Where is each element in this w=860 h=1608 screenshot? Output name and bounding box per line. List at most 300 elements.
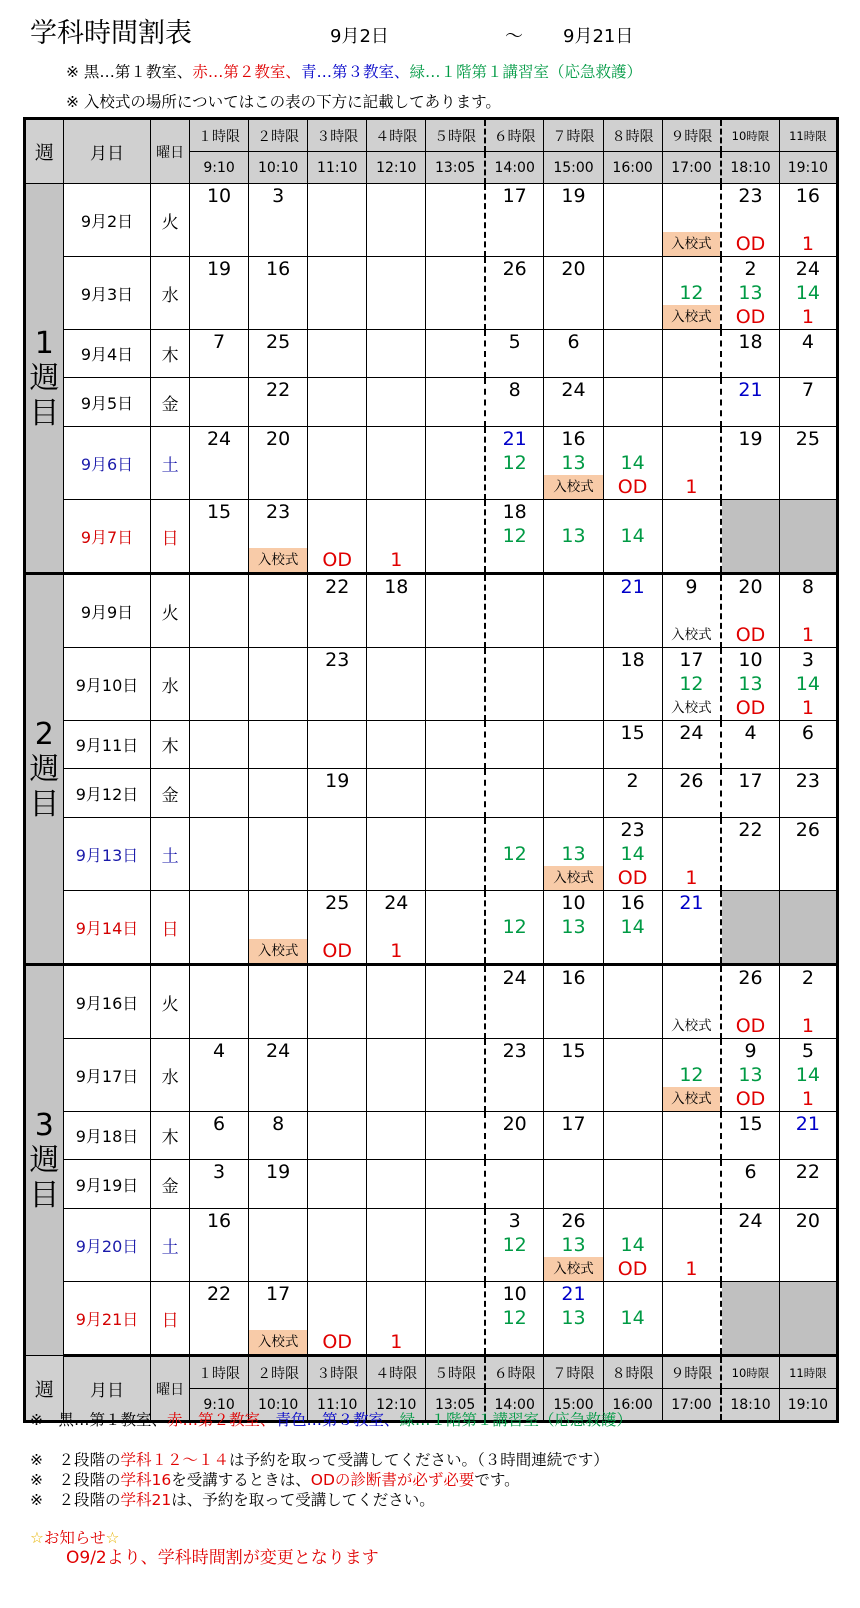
course-entry: OD xyxy=(322,940,352,962)
course-entry: 21 xyxy=(502,428,527,450)
table-row xyxy=(25,965,838,1039)
class-cell xyxy=(721,184,779,257)
course-entry xyxy=(249,1306,307,1330)
course-entry: 13 xyxy=(561,916,586,938)
table-row xyxy=(25,427,838,500)
period-time: 17:00 xyxy=(662,1389,721,1422)
class-cell xyxy=(426,648,485,721)
class-cell xyxy=(485,1112,544,1160)
class-cell xyxy=(367,184,426,257)
dow-cell: 日 xyxy=(151,891,190,965)
course-entry: 23 xyxy=(620,819,645,841)
table-row xyxy=(25,500,838,574)
course-entry: 16 xyxy=(620,892,645,914)
course-entry: 入校式 xyxy=(249,1330,307,1354)
class-cell xyxy=(603,257,662,330)
legend-bottom xyxy=(30,1410,632,1430)
table-row xyxy=(25,184,838,257)
class-cell xyxy=(190,1112,249,1160)
class-cell xyxy=(190,1209,249,1282)
course-entry xyxy=(663,966,721,990)
period-time: 14:00 xyxy=(485,1389,544,1422)
dow-cell: 木 xyxy=(151,330,190,378)
course-entry xyxy=(663,1209,721,1233)
class-cell xyxy=(544,648,603,721)
class-cell xyxy=(603,721,662,769)
class-cell xyxy=(367,378,426,427)
week-header: 週 xyxy=(25,119,64,184)
class-cell xyxy=(249,257,308,330)
date-from: 9月2日 xyxy=(330,26,389,47)
class-cell xyxy=(721,257,779,330)
legend-text: 緑…１階第１講習室（応急救護） xyxy=(399,1411,633,1429)
course-entry: 12 xyxy=(679,1064,704,1086)
course-entry: 24 xyxy=(502,967,527,989)
course-entry: 20 xyxy=(561,258,586,280)
date-cell: 9月21日 xyxy=(63,1282,151,1356)
week-label-char: 週 xyxy=(29,360,60,396)
class-cell xyxy=(544,330,603,378)
class-cell xyxy=(662,721,721,769)
class-cell xyxy=(249,1160,308,1209)
course-entry xyxy=(367,500,425,524)
course-entry: 21 xyxy=(738,379,763,401)
course-entry xyxy=(663,184,721,208)
class-cell xyxy=(367,1112,426,1160)
course-entry: 21 xyxy=(795,1113,820,1135)
dow-header: 曜日 xyxy=(151,1356,190,1422)
course-entry: 12 xyxy=(502,452,527,474)
class-cell xyxy=(662,1209,721,1282)
date-cell: 9月7日 xyxy=(63,500,151,574)
course-entry: 8 xyxy=(508,379,521,401)
class-cell xyxy=(426,378,485,427)
class-cell xyxy=(485,1282,544,1356)
class-cell xyxy=(603,648,662,721)
course-entry: 13 xyxy=(561,525,586,547)
dow-cell: 水 xyxy=(151,257,190,330)
legend-text: は、予約を取って受講してください。 xyxy=(171,1491,435,1509)
notice-heading xyxy=(30,1528,119,1548)
date-to: 9月21日 xyxy=(563,26,634,47)
table-row xyxy=(25,648,838,721)
course-entry: 12 xyxy=(502,843,527,865)
course-entry: 1 xyxy=(390,549,403,571)
class-cell xyxy=(603,965,662,1039)
class-cell xyxy=(190,184,249,257)
course-entry xyxy=(663,599,721,623)
course-entry: 7 xyxy=(213,331,226,353)
course-entry: 15 xyxy=(738,1113,763,1135)
legend-text: 青色…第３教室、 xyxy=(275,1411,400,1429)
class-cell xyxy=(308,427,367,500)
table-row xyxy=(25,818,838,891)
class-cell xyxy=(308,769,367,818)
class-cell xyxy=(367,965,426,1039)
table-row xyxy=(25,1209,838,1282)
date-cell: 9月4日 xyxy=(63,330,151,378)
course-entry: 入校式 xyxy=(544,1257,602,1281)
course-entry: 1 xyxy=(801,697,814,719)
period-header: ５時限 xyxy=(426,1356,485,1389)
class-cell xyxy=(662,769,721,818)
class-cell xyxy=(426,574,485,648)
course-entry: 19 xyxy=(266,1161,291,1183)
course-entry: 入校式 xyxy=(663,305,721,329)
class-cell xyxy=(367,500,426,574)
course-entry xyxy=(249,524,307,548)
course-entry: 25 xyxy=(795,428,820,450)
course-entry xyxy=(367,915,425,939)
period-header: ７時限 xyxy=(544,119,603,152)
table-row xyxy=(25,721,838,769)
week-label-char: 週 xyxy=(29,1143,60,1178)
class-cell xyxy=(662,891,721,965)
class-cell xyxy=(779,330,837,378)
course-entry: 1 xyxy=(801,233,814,255)
period-time: 19:10 xyxy=(779,1389,837,1422)
course-entry xyxy=(663,257,721,281)
class-cell xyxy=(662,330,721,378)
class-cell xyxy=(779,769,837,818)
class-cell xyxy=(249,891,308,965)
date-cell: 9月6日 xyxy=(63,427,151,500)
period-header: ９時限 xyxy=(662,119,721,152)
date-cell: 9月19日 xyxy=(63,1160,151,1209)
class-cell xyxy=(485,1209,544,1282)
course-entry xyxy=(308,915,366,939)
class-cell xyxy=(308,184,367,257)
date-cell: 9月18日 xyxy=(63,1112,151,1160)
dow-cell: 火 xyxy=(151,184,190,257)
class-cell xyxy=(544,500,603,574)
table-row xyxy=(25,1112,838,1160)
course-entry: 16 xyxy=(206,1210,232,1232)
page-title: 学科時間割表 xyxy=(30,18,192,49)
dow-cell: 金 xyxy=(151,769,190,818)
legend-text: 学科21 xyxy=(120,1491,172,1509)
class-cell xyxy=(603,184,662,257)
course-entry: OD xyxy=(735,1015,766,1037)
course-entry: 入校式 xyxy=(671,700,712,716)
class-cell xyxy=(544,818,603,891)
legend-text: を受講するときは、 xyxy=(171,1471,311,1489)
class-cell xyxy=(779,1209,837,1282)
course-entry: 1 xyxy=(685,476,698,498)
course-entry: 1 xyxy=(801,306,814,328)
legend-text: ODの診断書が必ず必要 xyxy=(310,1471,475,1489)
period-time: 15:00 xyxy=(544,152,603,184)
course-entry xyxy=(780,208,836,232)
course-entry: 21 xyxy=(679,892,704,914)
period-header: ８時限 xyxy=(603,1356,662,1389)
course-entry: 入校式 xyxy=(249,939,307,963)
course-entry: 3 xyxy=(508,1210,521,1232)
date-cell: 9月16日 xyxy=(63,965,151,1039)
class-cell xyxy=(308,965,367,1039)
course-entry: 入校式 xyxy=(663,1087,721,1111)
dow-cell: 金 xyxy=(151,378,190,427)
course-entry: 13 xyxy=(561,452,586,474)
class-cell xyxy=(190,1039,249,1112)
period-header: ７時限 xyxy=(544,1356,603,1389)
course-entry: 入校式 xyxy=(671,1018,712,1034)
course-entry: 23 xyxy=(266,501,291,523)
class-cell xyxy=(485,184,544,257)
course-entry: 26 xyxy=(795,819,820,841)
course-entry: 19 xyxy=(738,428,763,450)
course-entry xyxy=(604,1209,662,1233)
class-cell xyxy=(779,1039,837,1112)
course-entry xyxy=(604,500,662,524)
course-entry: 19 xyxy=(206,258,232,280)
legend-text: ※ ２段階の xyxy=(30,1491,121,1509)
class-cell xyxy=(249,721,308,769)
period-header: ６時限 xyxy=(485,119,544,152)
course-entry: 18 xyxy=(620,649,645,671)
class-cell xyxy=(544,427,603,500)
course-entry: 18 xyxy=(738,331,763,353)
legend-text: ※ ２段階の xyxy=(30,1451,121,1469)
class-cell xyxy=(603,818,662,891)
period-time: 19:10 xyxy=(779,152,837,184)
date-cell: 9月20日 xyxy=(63,1209,151,1282)
class-cell xyxy=(485,1039,544,1112)
class-cell xyxy=(485,574,544,648)
legend-text: は予約を取って受講してください。（３時間連続です） xyxy=(229,1451,609,1469)
course-entry: 19 xyxy=(325,770,350,792)
date-cell: 9月10日 xyxy=(63,648,151,721)
course-entry: 1 xyxy=(801,1015,814,1037)
course-entry xyxy=(722,990,779,1014)
period-header: 10時限 xyxy=(721,119,779,152)
class-cell xyxy=(544,1282,603,1356)
class-cell xyxy=(367,818,426,891)
class-cell xyxy=(779,818,837,891)
class-cell xyxy=(249,1039,308,1112)
class-cell xyxy=(485,721,544,769)
course-entry: 1 xyxy=(801,624,814,646)
course-entry: 1 xyxy=(801,1088,814,1110)
class-cell xyxy=(367,1160,426,1209)
class-cell xyxy=(662,1282,721,1356)
course-entry: 16 xyxy=(561,428,586,450)
class-cell xyxy=(721,330,779,378)
course-entry: 4 xyxy=(213,1040,226,1062)
class-cell xyxy=(190,891,249,965)
course-entry: 6 xyxy=(744,1161,757,1183)
course-entry: 13 xyxy=(738,1064,763,1086)
class-cell xyxy=(603,427,662,500)
notice-title: お知らせ xyxy=(43,1529,106,1547)
course-entry xyxy=(367,1306,425,1330)
class-cell xyxy=(779,1112,837,1160)
closed-cell xyxy=(721,1282,779,1356)
course-entry: 21 xyxy=(620,576,645,598)
closed-cell xyxy=(779,500,837,574)
class-cell xyxy=(190,427,249,500)
legend-text: ※ 黒…第１教室、 xyxy=(30,1411,167,1429)
date-header: 月日 xyxy=(63,119,151,184)
course-entry: 20 xyxy=(738,576,763,598)
course-entry: 6 xyxy=(213,1113,226,1135)
table-row xyxy=(25,1039,838,1112)
note-1 xyxy=(30,1450,609,1470)
legend-text: ※ 黒…第１教室、 xyxy=(66,63,193,81)
class-cell xyxy=(249,769,308,818)
week-label-char: 目 xyxy=(29,786,60,822)
class-cell xyxy=(426,891,485,965)
class-cell xyxy=(662,1112,721,1160)
course-entry: 8 xyxy=(272,1113,285,1135)
course-entry xyxy=(486,818,544,842)
week-label-char: 3 xyxy=(34,1108,54,1143)
class-cell xyxy=(603,1039,662,1112)
class-cell xyxy=(367,721,426,769)
class-cell xyxy=(485,257,544,330)
class-cell xyxy=(249,648,308,721)
class-cell xyxy=(721,1112,779,1160)
course-entry: OD xyxy=(617,1258,648,1280)
class-cell xyxy=(485,818,544,891)
course-entry: 25 xyxy=(266,331,291,353)
course-entry xyxy=(308,500,366,524)
class-cell xyxy=(662,500,721,574)
period-time: 18:10 xyxy=(721,152,779,184)
class-cell xyxy=(367,769,426,818)
course-entry: 24 xyxy=(206,428,232,450)
course-entry xyxy=(544,500,602,524)
period-header: １時限 xyxy=(190,119,249,152)
class-cell xyxy=(190,500,249,574)
class-cell xyxy=(426,721,485,769)
date-cell: 9月9日 xyxy=(63,574,151,648)
class-cell xyxy=(721,965,779,1039)
class-cell xyxy=(721,818,779,891)
dow-cell: 金 xyxy=(151,1160,190,1209)
class-cell xyxy=(190,818,249,891)
class-cell xyxy=(190,574,249,648)
dow-cell: 日 xyxy=(151,500,190,574)
course-entry: 1 xyxy=(390,1331,403,1353)
note-3 xyxy=(30,1490,435,1510)
course-entry: 14 xyxy=(795,673,820,695)
course-entry: 18 xyxy=(384,576,409,598)
course-entry xyxy=(663,990,721,1014)
week-label-char: 1 xyxy=(34,325,54,361)
class-cell xyxy=(662,574,721,648)
class-cell xyxy=(308,1112,367,1160)
class-cell xyxy=(367,330,426,378)
period-header: 11時限 xyxy=(779,119,837,152)
course-entry: 19 xyxy=(561,185,586,207)
closed-cell xyxy=(779,1282,837,1356)
table-row xyxy=(25,1160,838,1209)
course-entry: 14 xyxy=(620,452,645,474)
week-label-char: 目 xyxy=(29,395,60,431)
dow-cell: 土 xyxy=(151,427,190,500)
legend-text: ※ ２段階の xyxy=(30,1471,121,1489)
period-time: 13:05 xyxy=(426,1389,485,1422)
course-entry xyxy=(780,599,836,623)
course-entry: 14 xyxy=(620,525,645,547)
period-time: 12:10 xyxy=(367,1389,426,1422)
class-cell xyxy=(603,1160,662,1209)
period-time: 16:00 xyxy=(603,152,662,184)
dow-cell: 木 xyxy=(151,1112,190,1160)
course-entry: 5 xyxy=(801,1040,814,1062)
dow-cell: 水 xyxy=(151,1039,190,1112)
class-cell xyxy=(367,1282,426,1356)
class-cell xyxy=(544,184,603,257)
class-cell xyxy=(308,1160,367,1209)
course-entry: 3 xyxy=(213,1161,226,1183)
class-cell xyxy=(249,184,308,257)
date-cell: 9月2日 xyxy=(63,184,151,257)
period-header: ３時限 xyxy=(308,119,367,152)
class-cell xyxy=(249,1209,308,1282)
legend-text: 学科１２～１４ xyxy=(120,1451,230,1469)
class-cell xyxy=(308,1039,367,1112)
class-cell xyxy=(426,1112,485,1160)
class-cell xyxy=(308,500,367,574)
course-entry xyxy=(663,427,721,451)
class-cell xyxy=(603,574,662,648)
class-cell xyxy=(779,1160,837,1209)
course-entry xyxy=(663,842,721,866)
course-entry: 14 xyxy=(795,282,820,304)
period-header: ８時限 xyxy=(603,119,662,152)
course-entry: 14 xyxy=(795,1064,820,1086)
class-cell xyxy=(426,500,485,574)
course-entry xyxy=(604,1282,662,1306)
course-entry: 9 xyxy=(744,1040,757,1062)
date-cell: 9月5日 xyxy=(63,378,151,427)
course-entry: 3 xyxy=(272,185,285,207)
class-cell xyxy=(603,1209,662,1282)
course-entry: 13 xyxy=(561,843,586,865)
course-entry: 20 xyxy=(795,1210,820,1232)
period-header: ９時限 xyxy=(662,1356,721,1389)
course-entry: 26 xyxy=(502,258,527,280)
date-cell: 9月17日 xyxy=(63,1039,151,1112)
class-cell xyxy=(426,769,485,818)
date-tilde: ～ xyxy=(505,26,523,47)
course-entry: 12 xyxy=(502,916,527,938)
course-entry: 17 xyxy=(266,1283,291,1305)
class-cell xyxy=(308,574,367,648)
course-entry: 6 xyxy=(567,331,580,353)
course-entry: 1 xyxy=(685,867,698,889)
class-cell xyxy=(190,965,249,1039)
week-label-char: 目 xyxy=(29,1178,60,1213)
course-entry: 3 xyxy=(801,649,814,671)
legend-text: 緑…１階第１講習室（応急救護） xyxy=(409,63,642,81)
class-cell xyxy=(367,257,426,330)
class-cell xyxy=(662,818,721,891)
course-entry: 17 xyxy=(738,770,763,792)
class-cell xyxy=(544,721,603,769)
period-time: 11:10 xyxy=(308,152,367,184)
course-entry: 22 xyxy=(795,1161,820,1183)
week-label xyxy=(25,184,64,574)
course-entry: 1 xyxy=(685,1258,698,1280)
course-entry xyxy=(663,1233,721,1257)
course-entry xyxy=(544,818,602,842)
course-entry: 14 xyxy=(620,916,645,938)
dow-cell: 水 xyxy=(151,648,190,721)
course-entry: 26 xyxy=(738,967,763,989)
